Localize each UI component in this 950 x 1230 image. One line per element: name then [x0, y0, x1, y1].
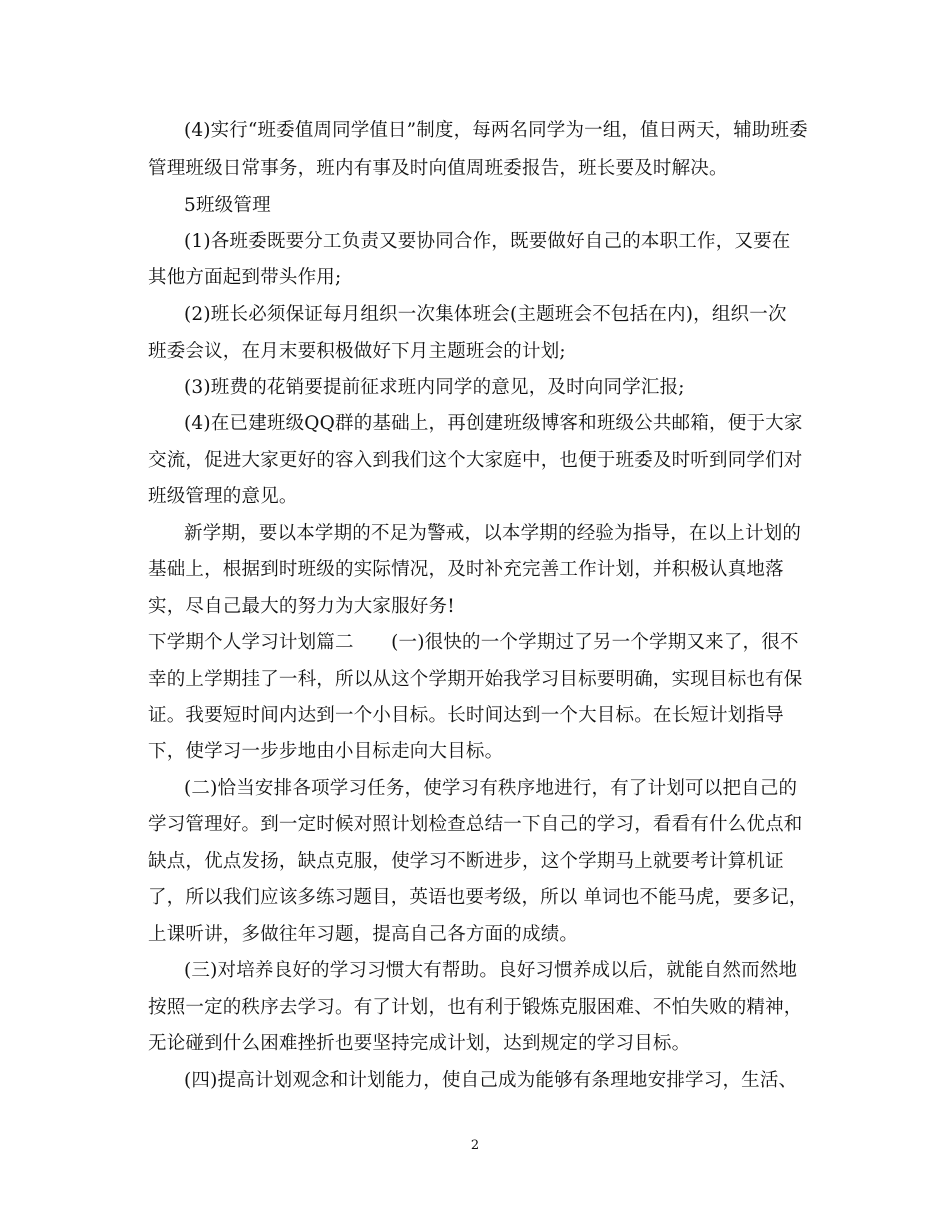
text-line: 下学期个人学习计划篇二 (一)很快的一个学期过了另一个学期又来了，很不 — [148, 632, 799, 653]
text-line: 班委会议，在月末要积极做好下月主题班会的计划; — [148, 341, 566, 362]
text-line: (2)班长必须保证每月组织一次集体班会(主题班会不包括在内)，组织一次 — [184, 304, 787, 325]
text-line: 了，所以我们应该多练习题目，英语也要考级，所以 单词也不能马虎，要多记， — [148, 887, 808, 908]
text-line: 实，尽自己最大的努力为大家服好务! — [148, 596, 455, 617]
text-line: 交流，促进大家更好的容入到我们这个大家庭中，也便于班委及时听到同学们对 — [148, 450, 803, 471]
section-heading: 5班级管理 — [184, 195, 271, 216]
text-line: 管理班级日常事务，班内有事及时向值周班委报告，班长要及时解决。 — [148, 158, 728, 179]
text-line: 新学期，要以本学期的不足为警戒，以本学期的经验为指导，在以上计划的 — [184, 523, 802, 544]
text-line: (4)实行“班委值周同学值日”制度，每两名同学为一组，值日两天，辅助班委 — [184, 120, 808, 141]
text-line: 无论碰到什么困难挫折也要坚持完成计划，达到规定的学习目标。 — [148, 1033, 691, 1054]
text-line: (三)对培养良好的学习习惯大有帮助。良好习惯养成以后，就能自然而然地 — [184, 960, 798, 981]
text-line: 基础上，根据到时班级的实际情况，及时补充完善工作计划，并积极认真地落 — [148, 559, 784, 580]
text-line: 缺点，优点发扬，缺点克服，使学习不断进步，这个学期马上就要考计算机证 — [148, 851, 784, 872]
text-line: (二)恰当安排各项学习任务，使学习有秩序地进行，有了计划可以把自己的 — [184, 778, 798, 799]
text-line: 学习管理好。到一定时候对照计划检查总结一下自己的学习，看看有什么优点和 — [148, 814, 803, 835]
text-line: 上课听讲，多做往年习题，提高自己各方面的成绩。 — [148, 924, 579, 945]
text-line: 下，使学习一步步地由小目标走向大目标。 — [148, 741, 504, 762]
text-line: (1)各班委既要分工负责又要协同合作，既要做好自己的本职工作，又要在 — [184, 231, 791, 252]
text-line: 班级管理的意见。 — [148, 486, 298, 507]
text-line: 其他方面起到带头作用; — [148, 267, 342, 288]
text-line: (四)提高计划观念和计划能力，使自己成为能够有条理地安排学习，生活、 — [184, 1070, 798, 1091]
text-line: 按照一定的秩序去学习。有了计划，也有利于锻炼克服困难、不怕失败的精神， — [148, 997, 803, 1018]
page-number: 2 — [470, 1138, 480, 1153]
text-line: (4)在已建班级QQ群的基础上，再创建班级博客和班级公共邮箱，便于大家 — [184, 413, 803, 434]
text-line: 证。我要短时间内达到一个小目标。长时间达到一个大目标。在长短计划指导 — [148, 705, 784, 726]
text-line: (3)班费的花销要提前征求班内同学的意见，及时向同学汇报; — [184, 377, 685, 398]
text-line: 幸的上学期挂了一科，所以从这个学期开始我学习目标要明确，实现目标也有保 — [148, 669, 803, 690]
